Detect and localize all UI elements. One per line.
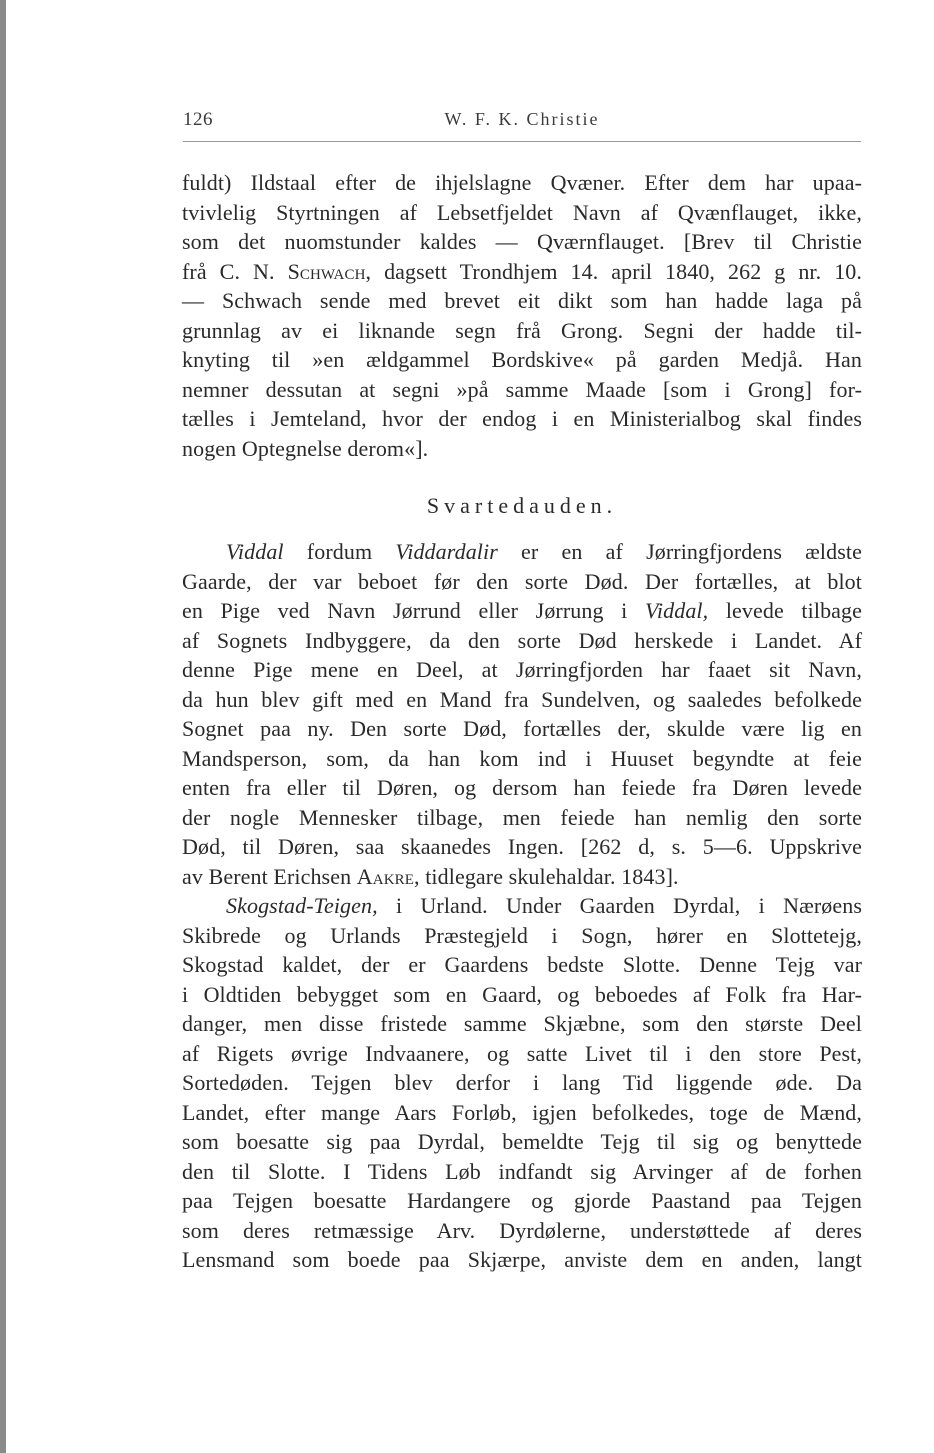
text-line: Mandsperson, som, da han kom ind i Huuset begyndte at feie — [182, 745, 862, 771]
text-line — [182, 596, 862, 626]
text-line: da hun blev gift med en Mand fra Sundelven, og saaledes befolkede — [182, 686, 862, 712]
place-name-italic: Viddal, — [645, 598, 709, 623]
text-line: tælles i Jemteland, hvor der endog i en Ministerialbog skal findes — [182, 406, 862, 431]
text-line: som det nuomstunder kaldes — Qværnflauget. [Brev til Christie — [182, 229, 862, 254]
text-line: danger, men disse fristede samme Skjæbne, som den største Deel — [182, 1011, 862, 1036]
paragraph-brev — [182, 168, 862, 463]
text-run: en Pige ved Navn Jørrund eller Jørrung i — [182, 598, 645, 623]
text-line: nogen Optegnelse derom«]. — [182, 435, 429, 461]
text-line: af Sognets Indbyggere, da den sorte Død herskede i Landet. Af — [182, 627, 862, 653]
author-name-smallcaps: Aakre — [356, 863, 415, 889]
text-line: som deres retmæssige Arv. Dyrdølerne, understøttede af deres — [182, 1217, 862, 1243]
text-line: nemner dessutan at segni »på samme Maade [som i Grong] for- — [182, 376, 862, 402]
text-run: fordum — [283, 539, 396, 564]
text-line — [182, 257, 862, 287]
text-line: Skogstad kaldet, der er Gaardens bedste Slotte. Denne Tejg var — [182, 952, 862, 977]
text-line: der nogle Mennesker tilbage, men feiede han nemlig den sorte — [182, 804, 862, 830]
paragraph-viddal — [182, 537, 862, 891]
text-line: Død, til Døren, saa skaanedes Ingen. [262 d, s. 5—6. Uppskrive — [182, 834, 862, 859]
place-name-italic: Viddal — [226, 539, 284, 564]
text-line: paa Tejgen boesatte Hardangere og gjorde Paastand paa Tejgen — [182, 1188, 862, 1213]
text-line: Landet, efter mange Aars Forløb, igjen befolkedes, toge de Mænd, — [182, 1099, 862, 1125]
author-name-smallcaps: Schwach — [287, 258, 366, 284]
text-run: i Urland. Under Gaarden Dyrdal, i Nærøens — [377, 893, 862, 918]
place-name-italic: Skogstad-Teigen, — [226, 893, 378, 918]
running-head: W. F. K. Christie — [444, 109, 600, 129]
paragraph-skogstad — [182, 891, 862, 1275]
text-line: som boesatte sig paa Dyrdal, bemeldte Tejg til sig og benyttede — [182, 1129, 862, 1154]
text-line — [182, 862, 862, 892]
text-run: levede tilbage — [708, 598, 863, 623]
text-line: knyting til »en ældgammel Bordskive« på garden Medjå. Han — [182, 347, 862, 372]
text-run: , dagsett Trondhjem 14. april 1840, 262 g nr. 10. — [365, 258, 862, 284]
text-line: Sortedøden. Tejgen blev derfor i lang Tid liggende øde. Da — [182, 1070, 862, 1095]
text-line: enten fra eller til Døren, og dersom han feiede fra Døren levede — [182, 775, 862, 800]
text-line — [182, 537, 862, 567]
text-run: er en af Jørringfjordens ældste — [497, 539, 862, 564]
text-run: av Berent Erichsen — [182, 863, 357, 889]
text-line: Sognet paa ny. Den sorte Død, fortælles der, skulde være lig en — [182, 716, 862, 741]
section-heading: Svartedauden. — [426, 493, 618, 518]
text-line: Lensmand som boede paa Skjærpe, anviste dem en anden, langt — [182, 1247, 862, 1272]
page-number: 126 — [183, 109, 213, 130]
text-line: af Rigets øvrige Indvaanere, og satte Livet til i den store Pest, — [182, 1040, 862, 1066]
text-line: grunnlag av ei liknande segn frå Grong. Segni der hadde til- — [182, 317, 862, 343]
text-line: tvivlelig Styrtningen af Lebsetfjeldet Navn af Qvænflauget, ikke, — [182, 199, 862, 225]
page-header — [183, 105, 861, 142]
text-line: Gaarde, der var beboet før den sorte Død. Der fortælles, at blot — [182, 568, 862, 594]
text-line — [182, 891, 862, 921]
text-line: fuldt) Ildstaal efter de ihjelslagne Qvæner. Efter dem har upaa- — [182, 170, 862, 195]
text-line: i Oldtiden bebygget som en Gaard, og beboedes af Folk fra Har- — [182, 981, 862, 1007]
text-line: den til Slotte. I Tidens Løb indfandt sig Arvinger af de forhen — [182, 1158, 862, 1184]
text-line: — Schwach sende med brevet eit dikt som han hadde laga på — [182, 288, 862, 313]
text-run: , tidlegare skulehaldar. 1843]. — [414, 863, 679, 889]
text-line: denne Pige mene en Deel, at Jørringfjorden har faaet sit Navn, — [182, 657, 862, 682]
text-run: frå C. N. — [182, 258, 288, 284]
page-edge-shadow — [0, 0, 6, 1453]
text-line: Skibrede og Urlands Præstegjeld i Sogn, hører en Slottetejg, — [182, 922, 862, 948]
place-name-italic: Viddardalir — [395, 539, 498, 564]
